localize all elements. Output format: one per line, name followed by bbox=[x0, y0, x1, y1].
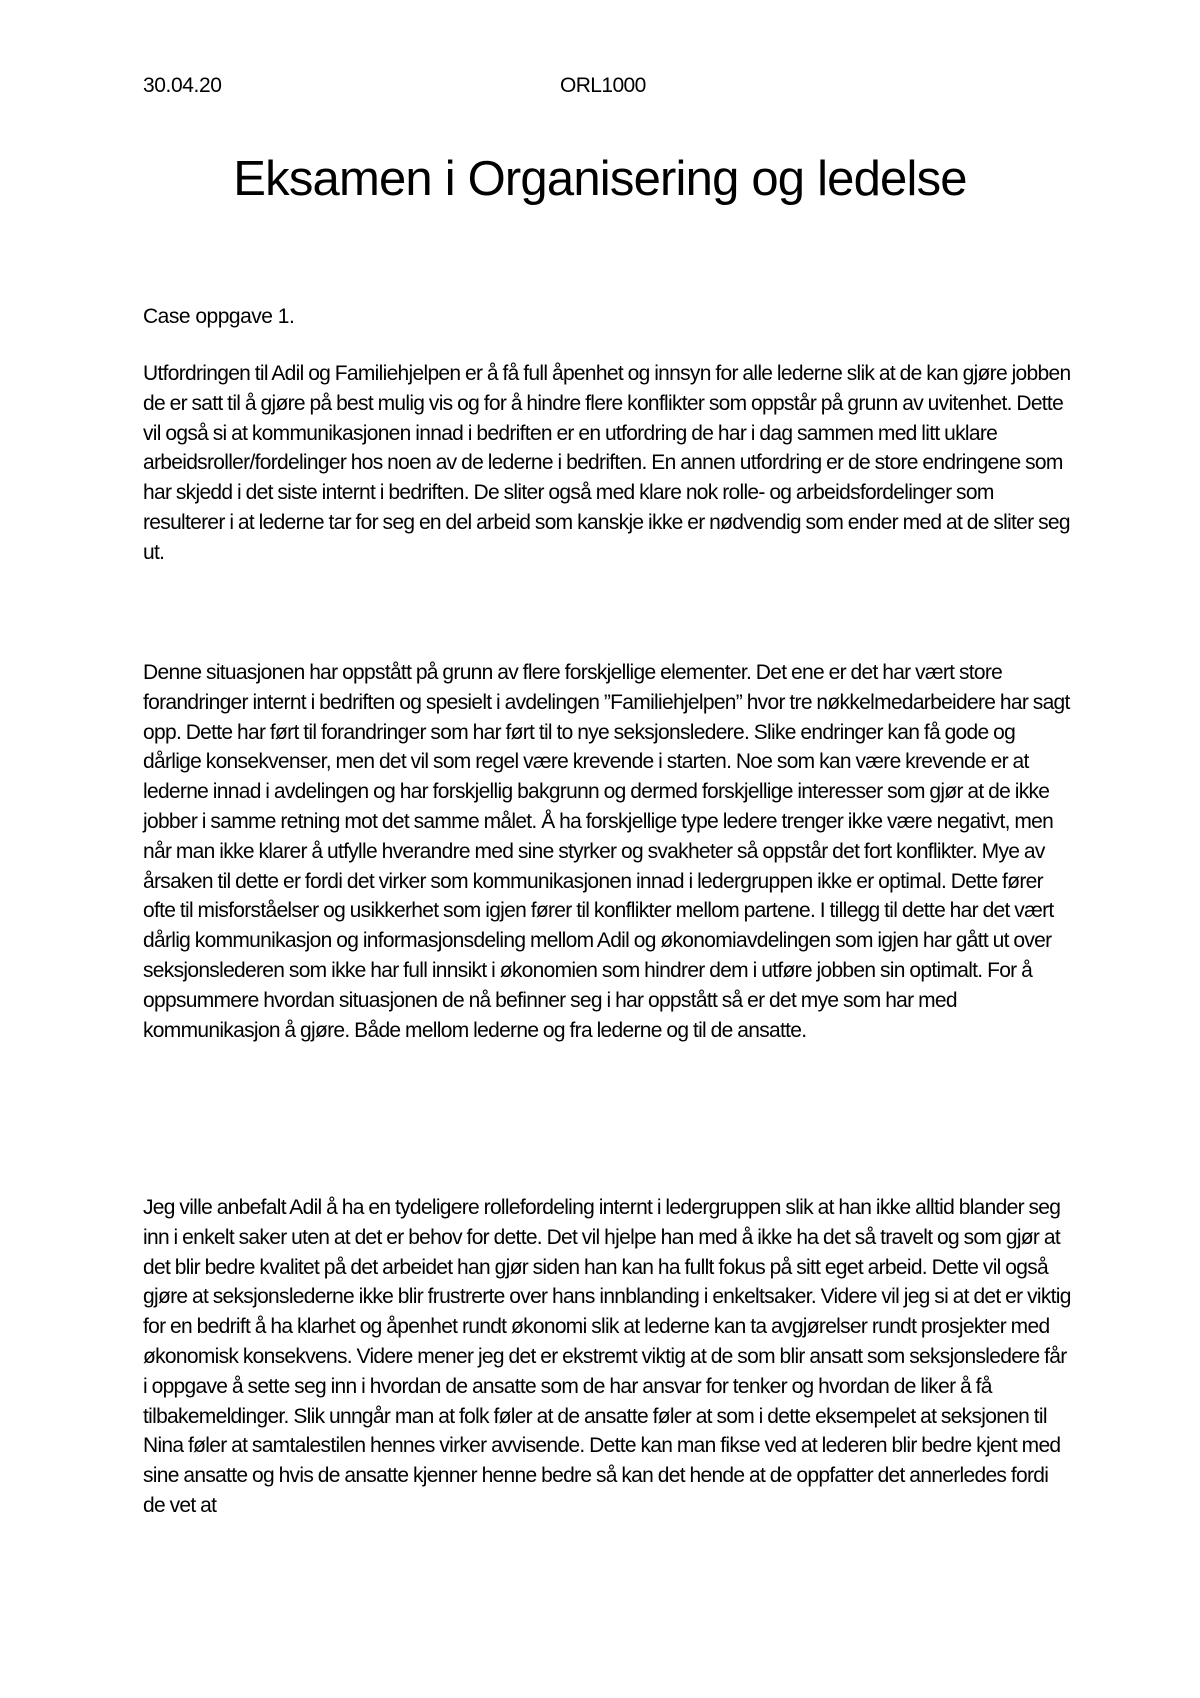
header-course-code: ORL1000 bbox=[560, 74, 646, 97]
section-heading: Case oppgave 1. bbox=[143, 305, 295, 328]
header-date: 30.04.20 bbox=[143, 74, 222, 97]
paragraph-2: Denne situasjonen har oppstått på grunn av flere forskjellige elementer. Det ene er det har vært store forandringer internt i bedriften og spesielt i avdelingen ”Familiehjelpen” hvor tre nøkkelmedarbeidere har sagt opp. Dette har ført til forandringer som har ført til to nye seksjonsledere. Slike endringer kan få gode og dårlige konsekvenser, men det vil som regel være krevende i starten. Noe som kan være krevende er at lederne innad i avdelingen og har forskjellig bakgrunn og dermed forskjellige interesser som gjør at de ikke jobber i samme retning mot det samme målet. Å ha forskjellige type ledere trenger ikke være negativt, men når man ikke klarer å utfylle hverandre med sine styrker og svakheter så oppstår det fort konflikter. Mye av årsaken til dette er fordi det virker som kommunikasjonen innad i ledergruppen ikke er optimal. Dette fører ofte til misforståelser og usikkerhet som igjen fører til konflikter mellom partene. I tillegg til dette har det vært dårlig kommunikasjon og informasjonsdeling mellom Adil og økonomiavdelingen som igjen har gått ut over seksjonslederen som ikke har full innsikt i økonomien som hindrer dem i utføre jobben sin optimalt. For å oppsummere hvordan situasjonen de nå befinner seg i har oppstått så er det mye som har med kommunikasjon å gjøre. Både mellom lederne og fra lederne og til de ansatte. bbox=[143, 661, 1070, 1042]
document-title: Eksamen i Organisering og ledelse bbox=[233, 152, 967, 206]
paragraph-1: Utfordringen til Adil og Familiehjelpen er å få full åpenhet og innsyn for alle lederne slik at de kan gjøre jobben de er satt til å gjøre på best mulig vis og for å hindre flere konflikter som oppstår på grunn av uvitenhet. Dette vil også si at kommunikasjonen innad i bedriften er en utfordring de har i dag sammen med litt uklare arbeidsroller/fordelinger hos noen av de lederne i bedriften. En annen utfordring er de store endringene som har skjedd i det siste internt i bedriften. De sliter også med klare nok rolle- og arbeidsfordelinger som resulterer i at lederne tar for seg en del arbeid som kanskje ikke er nødvendig som ender med at de sliter seg ut. bbox=[143, 362, 1071, 564]
paragraph-3: Jeg ville anbefalt Adil å ha en tydeligere rollefordeling internt i ledergruppen slik at han ikke alltid blander seg inn i enkelt saker uten at det er behov for dette. Det vil hjelpe han med å ikke ha det så travelt og som gjør at det blir bedre kvalitet på det arbeidet han gjør siden han kan ha fullt fokus på sitt eget arbeid. Dette vil også gjøre at seksjonslederne ikke blir frustrerte over hans innblanding i enkeltsaker. Videre vil jeg si at det er viktig for en bedrift å ha klarhet og åpenhet rundt økonomi slik at lederne kan ta avgjørelser rundt prosjekter med økonomisk konsekvens. Videre mener jeg det er ekstremt viktig at de som blir ansatt som seksjonsledere får i oppgave å sette seg inn i hvordan de ansatte som de har ansvar for tenker og hvordan de liker å få tilbakemeldinger. Slik unngår man at folk føler at de ansatte føler at som i dette eksempelet at seksjonen til Nina føler at samtalestilen hennes virker avvisende. Dette kan man fikse ved at lederen blir bedre kjent med sine ansatte og hvis de ansatte kjenner henne bedre så kan det hende at de oppfatter det annerledes fordi de vet at bbox=[143, 1196, 1071, 1517]
